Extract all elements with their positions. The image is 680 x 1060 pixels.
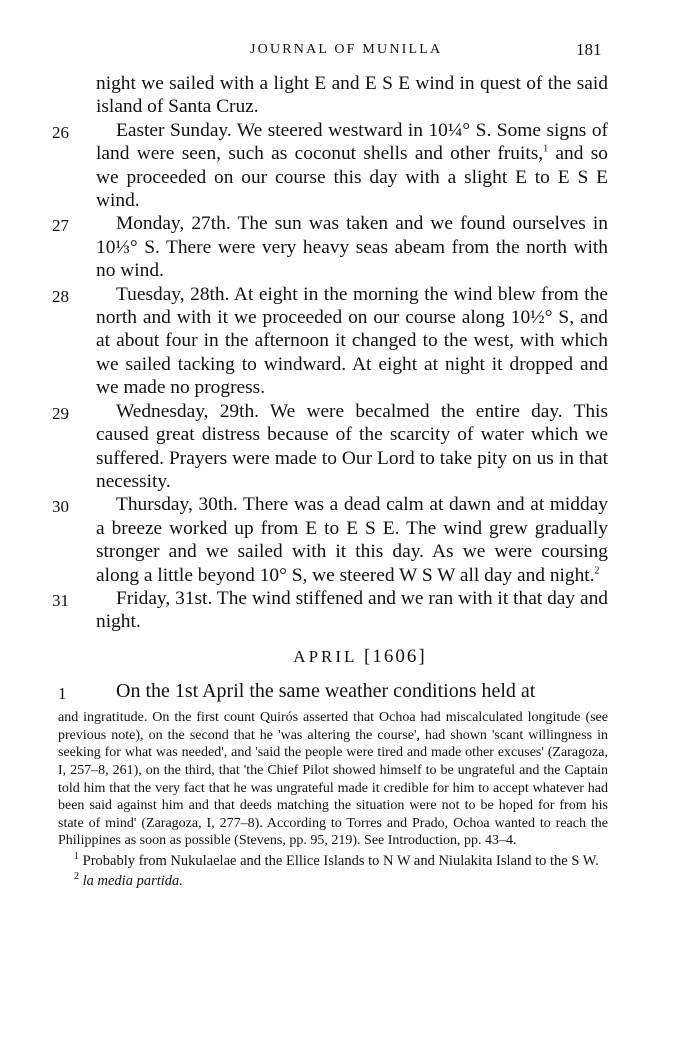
journal-entry xyxy=(0,283,680,400)
journal-entry xyxy=(0,400,680,494)
day-number: 27 xyxy=(52,216,69,236)
entry-text-part: Thursday, 30th. There was a dead calm at dawn and at midday a breeze worked up from E to E S E. The wind grew gradually stronger and we sailed with it this day. As we were coursing along a little beyond 10° S, we steered W S W all day and night. xyxy=(96,494,608,586)
day-number: 31 xyxy=(52,590,69,610)
footnote-ref: 1 xyxy=(543,143,549,155)
entry-text: Friday, 31st. The wind stiffened and we ran with it that day and night. xyxy=(96,587,608,633)
entry-text: Wednesday, 29th. We were becalmed the entire day. This caused great distress because of the scarcity of water which we suffered. Prayers were made to Our Lord to take pity on us in that necessity. xyxy=(96,400,608,492)
entry-text: night we sailed with a light E and E S E wind in quest of the said island of Santa Cruz. xyxy=(96,73,608,118)
month-heading xyxy=(0,646,680,668)
day-number: 30 xyxy=(52,497,69,517)
entry-text: Monday, 27th. The sun was taken and we found ourselves in 10⅓° S. There were very heavy seas abeam from the north with no wind. xyxy=(96,213,608,282)
journal-entry xyxy=(0,680,680,703)
journal-entry xyxy=(0,493,680,587)
journal-entries xyxy=(0,72,680,890)
entry-text-part: Easter Sunday. We steered westward in 10¼° S. Some signs of land were seen, such as coconut shells and other fruits, xyxy=(96,119,608,165)
journal-entry xyxy=(0,212,680,282)
day-number: 28 xyxy=(52,286,69,306)
footnote xyxy=(58,872,624,890)
running-title: JOURNAL OF MUNILLA xyxy=(250,42,443,57)
day-number: 29 xyxy=(52,403,69,423)
footnote-mark: 1 xyxy=(74,851,79,863)
entry-text xyxy=(96,493,608,587)
day-number: 26 xyxy=(52,122,69,142)
footnote-text: la media partida. xyxy=(82,872,183,889)
month-year: [1606] xyxy=(364,645,427,667)
page-header xyxy=(0,42,680,62)
month-name: APRIL xyxy=(293,646,357,666)
page-number: 181 xyxy=(576,40,602,59)
journal-entry xyxy=(0,587,680,634)
entry-text: On the 1st April the same weather conditions held at xyxy=(116,679,536,702)
day-number: 1 xyxy=(58,683,67,703)
footnote-text: Probably from Nukulaelae and the Ellice Islands to N W and Niulakita Island to the S W. xyxy=(82,852,599,869)
journal-entry xyxy=(0,119,680,213)
journal-entry xyxy=(0,72,680,119)
entry-text: Tuesday, 28th. At eight in the morning the wind blew from the north and with it we proceeded on our course along 10½° S, and at about four in the afternoon it changed to the west, with which we sailed tacking to windward. At eight at night it dropped and we made no progress. xyxy=(96,283,608,399)
entry-text xyxy=(96,119,608,213)
footnote-mark: 2 xyxy=(74,871,79,883)
entry-text-part: and so we proceeded on our course this day with a slight E to E S E wind. xyxy=(96,143,608,212)
footnote xyxy=(58,852,624,870)
footnote-ref: 2 xyxy=(594,565,600,577)
continued-note: and ingratitude. On the first count Quirós asserted that Ochoa had miscalculated longitude (see previous note), on the second that he 'was altering the course', had shown 'scant willingness in seeking for what was needed', and 'said the people were tired and made other excuses' (Zaragoza, I, 257–8, 261), on the third, that 'the Chief Pilot showed himself to be ungrateful and the Captain told him that the very fact that he was ungrateful made it credible for him to accept whatever had been said against him and that deeds matching the situation were not to be hoped for from his state of mind' (Zaragoza, I, 277–8). According to Torres and Prado, Ochoa wanted to reach the Philippines as soon as possible (Stevens, pp. 95, 219). See Introduction, pp. 43–4. xyxy=(58,710,608,849)
